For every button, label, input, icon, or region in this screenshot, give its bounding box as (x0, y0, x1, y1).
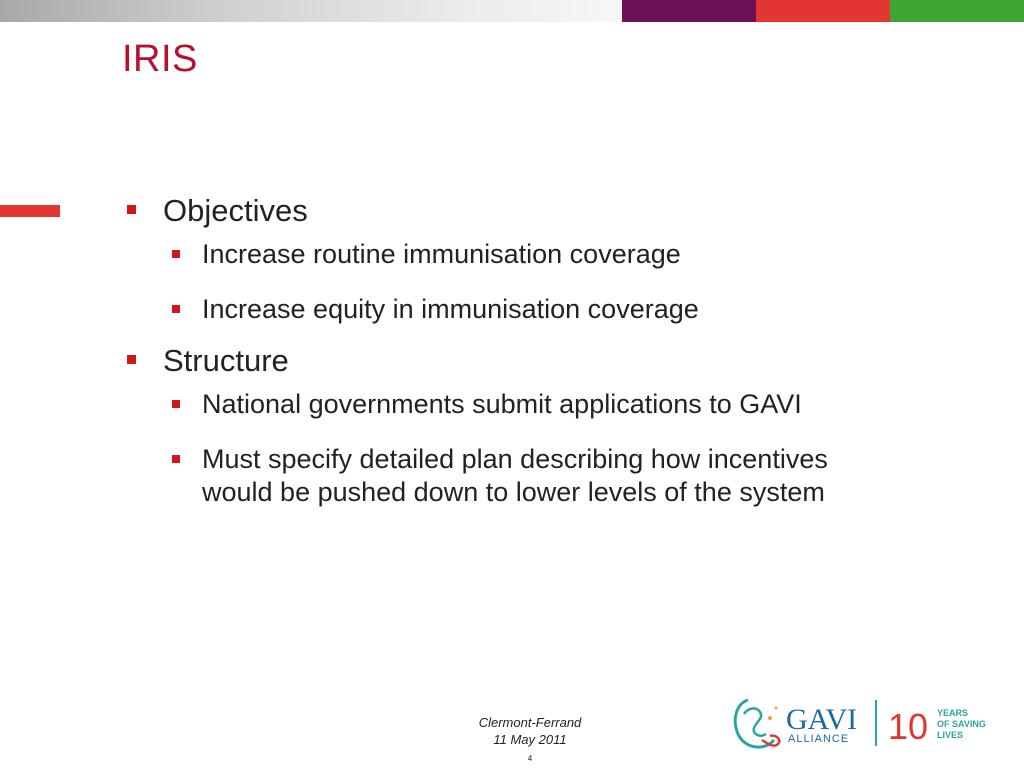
page-number: 4 (527, 754, 533, 763)
bullet-square-icon (172, 455, 180, 463)
bullet-square-icon (172, 250, 180, 258)
logo-of-saving-text: OF SAVING (937, 719, 986, 729)
bullet-objectives (122, 192, 902, 326)
bullet-text: Objectives (163, 193, 308, 228)
top-banner-gradient (0, 0, 622, 22)
sub-bullet-item (163, 238, 902, 271)
top-banner-red (756, 0, 890, 22)
logo-years-text: YEARS (937, 708, 969, 718)
bullet-square-icon (127, 355, 136, 364)
top-banner-green (890, 0, 1024, 22)
sub-bullet-item (163, 443, 902, 509)
sub-bullet-text: National governments submit applications to GAVI (202, 389, 802, 419)
top-banner-purple (622, 0, 756, 22)
logo-ten-text: 10 (888, 706, 929, 747)
sub-bullet-item (163, 293, 902, 326)
footer-date: 11 May 2011 (493, 732, 567, 747)
bullet-structure (122, 342, 902, 509)
bullet-square-icon (172, 305, 180, 313)
sub-bullet-text: Must specify detailed plan describing how incentives would be pushed down to lower levels of the system (202, 444, 828, 507)
footer-location: Clermont-Ferrand (478, 715, 582, 730)
accent-bar (0, 205, 60, 217)
sub-bullet-text: Increase routine immunisation coverage (202, 239, 681, 269)
logo-gavi-text: GAVI (786, 703, 858, 736)
bullet-text: Structure (163, 343, 289, 378)
bullet-square-icon (172, 400, 180, 408)
sub-bullet-item (163, 388, 902, 421)
gavi-globe-icon (735, 700, 779, 747)
sub-bullet-text: Increase equity in immunisation coverage (202, 294, 699, 324)
sub-bullet-list (163, 388, 902, 509)
footer-location-date (430, 714, 630, 748)
logo-lives-text: LIVES (937, 730, 964, 740)
logo-alliance-text: ALLIANCE (788, 733, 850, 745)
slide-title: IRIS (122, 38, 198, 80)
bullet-list (122, 192, 902, 525)
bullet-square-icon (127, 205, 136, 214)
sub-bullet-list (163, 238, 902, 326)
gavi-logo (730, 694, 1000, 754)
